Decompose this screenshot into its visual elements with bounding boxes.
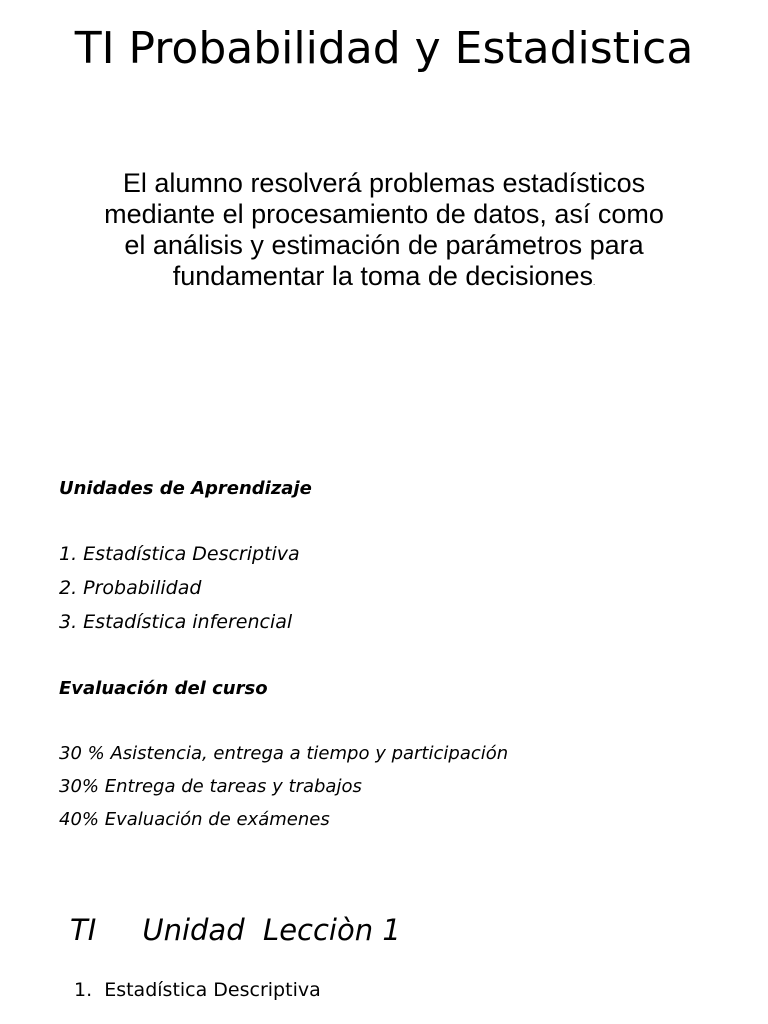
units-heading: Unidades de Aprendizaje <box>59 478 312 499</box>
evaluation-list <box>59 737 508 836</box>
evaluation-item: 40% Evaluación de exámenes <box>59 809 330 830</box>
evaluation-item: 30 % Asistencia, entrega a tiempo y participación <box>59 743 509 764</box>
course-objective <box>95 168 673 298</box>
evaluation-item: 30% Entrega de tareas y trabajos <box>59 776 362 797</box>
evaluation-heading: Evaluación del curso <box>59 678 268 699</box>
document-title: TI Probabilidad y Estadistica <box>74 23 694 74</box>
unit-item: 2. Probabilidad <box>59 577 202 599</box>
unit-item: 1. Estadística Descriptiva <box>59 543 300 565</box>
course-objective-text: El alumno resolverá problemas estadísticos mediante el procesamiento de datos, así como el análisis y estimación de parámetros para fundamentar la toma de decisiones <box>104 168 664 291</box>
lesson-item: 1. Estadística Descriptiva <box>74 979 321 1001</box>
units-list <box>59 537 300 639</box>
lesson-title: TI Unidad Lecciòn 1 <box>70 913 401 947</box>
course-objective-period: . <box>593 278 596 287</box>
unit-item: 3. Estadística inferencial <box>59 611 293 633</box>
